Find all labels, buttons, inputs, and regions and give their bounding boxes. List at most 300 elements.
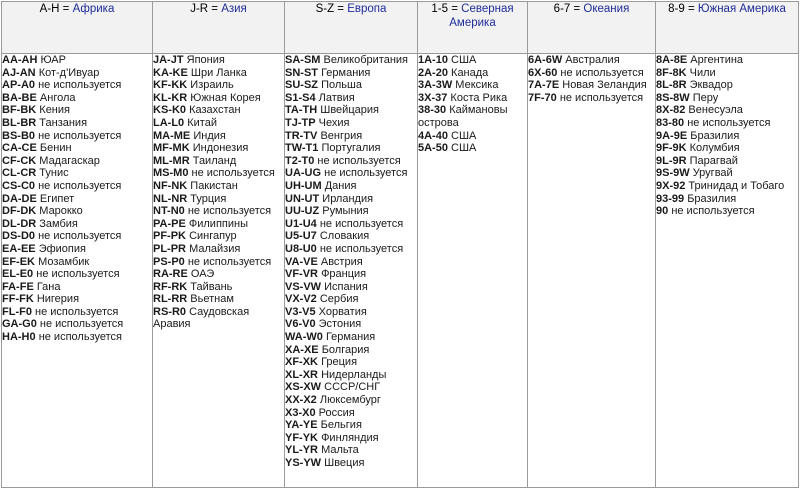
country-name: Ангола xyxy=(39,91,76,104)
code-entry xyxy=(285,104,417,117)
code-entry xyxy=(2,331,152,344)
code-entry xyxy=(2,104,152,117)
vin-region-codes-table xyxy=(1,1,799,488)
region-label: Северная Америка xyxy=(449,3,514,29)
code-range: V3-V5 xyxy=(285,305,316,318)
country-name: Индонезия xyxy=(192,142,249,155)
code-entry xyxy=(2,67,152,80)
code-entry xyxy=(153,306,284,331)
country-name: Чили xyxy=(689,66,716,79)
country-name: Эквадор xyxy=(689,79,733,92)
code-entry xyxy=(285,67,417,80)
code-range: XX-X2 xyxy=(285,394,317,407)
country-name: Шри Ланка xyxy=(190,66,247,79)
country-name: Эстония xyxy=(318,318,362,331)
code-entry xyxy=(285,256,417,269)
country-name: не используется xyxy=(38,129,122,142)
code-entry xyxy=(418,79,527,92)
country-name: Аргентина xyxy=(690,54,744,66)
country-name: не используется xyxy=(560,66,644,79)
code-range: 7A-7E xyxy=(528,79,560,92)
code-entry xyxy=(418,104,527,129)
code-range: WA-W0 xyxy=(285,331,323,344)
europe-codes-cell xyxy=(285,54,418,488)
code-entry xyxy=(2,167,152,180)
code-entry xyxy=(285,369,417,382)
code-entry xyxy=(2,256,152,269)
code-entry xyxy=(2,155,152,168)
country-name: Новая Зеландия xyxy=(562,79,647,92)
country-name: Эфиопия xyxy=(38,242,86,255)
header-row xyxy=(2,2,799,54)
code-range: BS-B0 xyxy=(2,129,36,142)
code-range: KS-K0 xyxy=(153,104,187,117)
code-range: JA-JT xyxy=(153,54,184,66)
column-header-europe: S-Z = Европа xyxy=(285,2,418,54)
code-entry xyxy=(2,180,152,193)
code-entry xyxy=(153,243,284,256)
country-name: не используется xyxy=(38,331,122,344)
country-name: Бразилия xyxy=(690,129,740,142)
country-name: Саудовская Аравия xyxy=(153,305,250,331)
code-range: CS-C0 xyxy=(2,179,36,192)
code-entry xyxy=(153,92,284,105)
country-name: Хорватия xyxy=(318,305,367,318)
code-entry xyxy=(153,79,284,92)
code-entry xyxy=(656,79,798,92)
code-entry xyxy=(153,205,284,218)
code-range: NL-NR xyxy=(153,192,188,205)
code-entry xyxy=(285,344,417,357)
code-entry xyxy=(2,243,152,256)
country-name: Германия xyxy=(325,331,376,344)
code-range: AA-AH xyxy=(2,54,38,66)
code-entry xyxy=(528,79,655,92)
code-entry xyxy=(153,281,284,294)
code-entry xyxy=(285,92,417,105)
code-entry xyxy=(656,180,798,193)
country-name: Япония xyxy=(186,54,225,66)
code-entry xyxy=(285,117,417,130)
country-name: США xyxy=(451,54,477,66)
code-entry xyxy=(2,293,152,306)
code-range: X3-X0 xyxy=(285,406,316,419)
code-entry xyxy=(2,205,152,218)
code-entry xyxy=(2,92,152,105)
code-range: KL-KR xyxy=(153,91,188,104)
code-range: VX-V2 xyxy=(285,293,317,306)
country-name: Таиланд xyxy=(192,154,237,167)
code-entry xyxy=(2,318,152,331)
code-range: CA-CE xyxy=(2,142,37,155)
country-name: Танзания xyxy=(39,116,88,129)
country-name: США xyxy=(451,129,477,142)
code-range: 9L-9R xyxy=(656,154,687,167)
code-entry xyxy=(153,230,284,243)
column-header-asia: J-R = Азия xyxy=(153,2,285,54)
code-range: VS-VW xyxy=(285,280,322,293)
code-entry xyxy=(153,67,284,80)
code-entry xyxy=(285,331,417,344)
code-range: 2A-20 xyxy=(418,66,448,79)
code-entry xyxy=(2,54,152,67)
code-entry xyxy=(153,54,284,67)
country-name: Замбия xyxy=(39,217,78,230)
code-range: TR-TV xyxy=(285,129,318,142)
code-entry xyxy=(285,230,417,243)
code-range: 5A-50 xyxy=(418,142,448,155)
code-entry xyxy=(656,167,798,180)
code-entry xyxy=(656,92,798,105)
country-name: Германия xyxy=(321,66,371,79)
code-entry xyxy=(285,79,417,92)
code-entry xyxy=(418,92,527,105)
code-entry xyxy=(153,117,284,130)
body-row xyxy=(2,54,799,488)
north-america-codes-cell xyxy=(418,54,528,488)
country-name: Казахстан xyxy=(189,104,241,117)
country-name: Турция xyxy=(190,192,227,205)
country-name: не используется xyxy=(187,205,272,218)
country-name: Бразилия xyxy=(687,192,737,205)
country-name: Мальта xyxy=(321,444,359,457)
code-range: RF-RK xyxy=(153,280,188,293)
code-range: FL-F0 xyxy=(2,305,32,318)
country-name: не используется xyxy=(324,167,408,180)
code-range: UH-UM xyxy=(285,179,322,192)
code-entry xyxy=(285,293,417,306)
country-name: Болгария xyxy=(321,343,370,356)
code-range: PL-PR xyxy=(153,242,186,255)
code-range: 8S-8W xyxy=(656,91,690,104)
code-entry xyxy=(285,381,417,394)
code-range: PF-PK xyxy=(153,230,186,243)
country-name: Румыния xyxy=(322,205,369,218)
code-range: SA-SM xyxy=(285,54,321,66)
country-name: Латвия xyxy=(318,91,355,104)
code-entry xyxy=(2,281,152,294)
code-entry xyxy=(528,92,655,105)
code-entry xyxy=(656,142,798,155)
code-range: 93-99 xyxy=(656,192,685,205)
code-range: EL-E0 xyxy=(2,268,34,281)
country-name: Финляндия xyxy=(321,431,379,444)
code-entry xyxy=(153,130,284,143)
code-range: 9A-9E xyxy=(656,129,688,142)
country-name: Нидерланды xyxy=(321,368,387,381)
code-entry xyxy=(656,67,798,80)
code-entry xyxy=(656,130,798,143)
range-label: 6-7 xyxy=(553,3,571,15)
code-range: 38-30 xyxy=(418,104,447,117)
code-range: S1-S4 xyxy=(285,91,316,104)
country-name: Марокко xyxy=(39,205,83,218)
code-entry xyxy=(656,54,798,67)
country-name: ОАЭ xyxy=(190,268,215,281)
code-range: KA-KE xyxy=(153,66,188,79)
code-entry xyxy=(285,205,417,218)
code-entry xyxy=(2,193,152,206)
country-name: не используется xyxy=(191,167,275,180)
code-range: PA-PE xyxy=(153,217,186,230)
code-entry xyxy=(153,180,284,193)
country-name: Великобритания xyxy=(323,54,408,66)
country-name: ЮАР xyxy=(40,54,66,66)
country-name: Греция xyxy=(321,356,358,369)
code-range: UU-UZ xyxy=(285,205,320,218)
country-name: Мексика xyxy=(455,79,499,92)
code-entry xyxy=(418,67,527,80)
country-name: Тунис xyxy=(39,167,69,180)
country-name: Сербия xyxy=(319,293,359,306)
code-range: 9F-9K xyxy=(656,142,687,155)
code-entry xyxy=(285,155,417,168)
code-entry xyxy=(153,293,284,306)
country-name: Ирландия xyxy=(322,192,374,205)
code-entry xyxy=(285,218,417,231)
country-name: Дания xyxy=(324,179,357,192)
column-header-north-america: 1-5 = Северная Америка xyxy=(418,2,528,54)
code-entry xyxy=(2,306,152,319)
code-entry xyxy=(418,142,527,155)
code-entry xyxy=(285,180,417,193)
code-range: KF-KK xyxy=(153,79,188,92)
code-range: TJ-TP xyxy=(285,116,316,129)
range-label: J-R xyxy=(190,3,209,15)
code-range: MS-M0 xyxy=(153,167,189,180)
code-entry xyxy=(285,243,417,256)
range-label: 8-9 xyxy=(668,3,685,15)
country-name: не используется xyxy=(671,205,755,218)
code-range: TA-TH xyxy=(285,104,318,117)
code-range: EA-EE xyxy=(2,242,36,255)
code-range: 83-80 xyxy=(656,116,685,129)
code-range: UN-UT xyxy=(285,192,320,205)
country-name: Мозамбик xyxy=(38,255,90,268)
country-name: Бенин xyxy=(39,142,72,155)
country-name: не используется xyxy=(35,305,119,318)
code-entry xyxy=(2,142,152,155)
country-name: Словакия xyxy=(319,230,370,243)
country-name: не используется xyxy=(187,255,272,268)
code-entry xyxy=(153,218,284,231)
code-range: 8F-8K xyxy=(656,66,687,79)
code-entry xyxy=(418,130,527,143)
code-range: AP-A0 xyxy=(2,79,36,92)
code-range: 1A-10 xyxy=(418,54,448,66)
country-name: Тайвань xyxy=(190,280,233,293)
region-label: Океания xyxy=(583,3,630,15)
code-entry xyxy=(2,117,152,130)
country-name: Швеция xyxy=(324,457,365,469)
country-name: не используется xyxy=(687,116,771,129)
column-header-south-america: 8-9 = Южная Америка xyxy=(656,2,799,54)
code-entry xyxy=(285,356,417,369)
code-entry xyxy=(2,268,152,281)
code-range: NT-N0 xyxy=(153,205,185,218)
code-range: HA-H0 xyxy=(2,331,36,344)
country-name: Бельгия xyxy=(320,419,362,432)
code-range: CL-CR xyxy=(2,167,37,180)
code-entry xyxy=(153,256,284,269)
country-name: не используется xyxy=(36,268,120,281)
code-range: XL-XR xyxy=(285,368,318,381)
country-name: Израиль xyxy=(190,79,234,92)
code-entry xyxy=(285,167,417,180)
code-entry xyxy=(656,205,798,218)
code-range: PS-P0 xyxy=(153,255,185,268)
code-range: VF-VR xyxy=(285,268,318,281)
code-entry xyxy=(285,394,417,407)
code-range: 8X-82 xyxy=(656,104,686,117)
code-range: BL-BR xyxy=(2,116,37,129)
code-entry xyxy=(153,268,284,281)
code-entry xyxy=(285,419,417,432)
code-entry xyxy=(528,67,655,80)
code-range: SU-SZ xyxy=(285,79,318,92)
code-range: 9S-9W xyxy=(656,167,690,180)
code-entry xyxy=(285,193,417,206)
country-name: Коста Рика xyxy=(450,91,508,104)
code-range: RS-R0 xyxy=(153,305,187,318)
country-name: не используется xyxy=(38,179,122,192)
code-entry xyxy=(285,306,417,319)
country-name: Канада xyxy=(451,66,489,79)
code-entry xyxy=(153,155,284,168)
code-range: U8-U0 xyxy=(285,242,317,255)
country-name: не используется xyxy=(559,91,644,104)
code-entry xyxy=(656,193,798,206)
code-range: 3A-3W xyxy=(418,79,453,92)
country-name: Египет xyxy=(39,192,75,205)
country-name: Люксембург xyxy=(319,394,381,407)
code-range: 6A-6W xyxy=(528,54,563,66)
code-range: MA-ME xyxy=(153,129,191,142)
code-range: BA-BE xyxy=(2,91,37,104)
code-range: YF-YK xyxy=(285,431,318,444)
country-name: Китай xyxy=(187,116,217,129)
country-name: Швейцария xyxy=(320,104,379,117)
country-name: Австралия xyxy=(565,54,620,66)
code-range: DF-DK xyxy=(2,205,37,218)
code-entry xyxy=(285,432,417,445)
code-range: XA-XE xyxy=(285,343,319,356)
country-name: США xyxy=(451,142,477,155)
code-range: RA-RE xyxy=(153,268,188,281)
code-entry xyxy=(285,268,417,281)
country-name: Тринидад и Тобаго xyxy=(688,179,785,192)
country-name: Испания xyxy=(324,280,368,293)
country-name: Португалия xyxy=(321,142,381,155)
country-name: Россия xyxy=(318,406,355,419)
code-range: FF-FK xyxy=(2,293,34,306)
code-entry xyxy=(656,104,798,117)
country-name: Южная Корея xyxy=(190,91,261,104)
code-range: YL-YR xyxy=(285,444,318,457)
code-range: RL-RR xyxy=(153,293,188,306)
africa-codes-cell xyxy=(2,54,153,488)
code-entry xyxy=(528,54,655,67)
region-label: Азия xyxy=(221,3,247,15)
code-range: 8A-8E xyxy=(656,54,688,66)
country-name: Нигерия xyxy=(36,293,80,306)
country-name: не используется xyxy=(319,217,404,230)
code-range: FA-FE xyxy=(2,280,34,293)
country-name: Уругвай xyxy=(692,167,733,180)
country-name: Каймановы острова xyxy=(418,104,508,129)
country-name: Парагвай xyxy=(689,154,738,167)
code-range: AJ-AN xyxy=(2,66,36,79)
country-name: Венгрия xyxy=(320,129,363,142)
code-entry xyxy=(285,457,417,470)
country-name: не используется xyxy=(319,242,404,255)
country-name: Чехия xyxy=(318,116,350,129)
code-entry xyxy=(656,117,798,130)
code-range: V6-V0 xyxy=(285,318,316,331)
code-range: XF-XK xyxy=(285,356,318,369)
country-name: не используется xyxy=(38,230,122,243)
country-name: не используется xyxy=(38,79,122,92)
code-entry xyxy=(153,142,284,155)
range-label: A-H xyxy=(39,3,60,15)
south-america-codes-cell xyxy=(656,54,799,488)
range-label: S-Z xyxy=(315,3,335,15)
code-entry xyxy=(418,54,527,67)
country-name: Пакистан xyxy=(190,179,238,192)
code-range: 9X-92 xyxy=(656,179,686,192)
code-range: XS-XW xyxy=(285,381,322,394)
country-name: Венесуэла xyxy=(688,104,743,117)
code-entry xyxy=(285,142,417,155)
country-name: СССР/СНГ xyxy=(324,381,381,394)
code-range: SN-ST xyxy=(285,66,318,79)
code-entry xyxy=(285,54,417,67)
code-entry xyxy=(153,193,284,206)
code-range: 4A-40 xyxy=(418,129,448,142)
code-range: YS-YW xyxy=(285,457,322,469)
code-entry xyxy=(285,281,417,294)
region-label: Африка xyxy=(72,3,115,15)
code-range: MF-MK xyxy=(153,142,190,155)
country-name: Польша xyxy=(321,79,362,92)
code-range: BF-BK xyxy=(2,104,37,117)
code-range: NF-NK xyxy=(153,179,188,192)
country-name: Австрия xyxy=(320,255,363,268)
code-range: DA-DE xyxy=(2,192,37,205)
code-entry xyxy=(285,444,417,457)
code-range: U5-U7 xyxy=(285,230,317,243)
code-range: 7F-70 xyxy=(528,91,557,104)
code-entry xyxy=(2,79,152,92)
code-range: EF-EK xyxy=(2,255,35,268)
code-range: U1-U4 xyxy=(285,217,317,230)
country-name: Франция xyxy=(321,268,367,281)
range-label: 1-5 xyxy=(431,3,449,15)
code-entry xyxy=(2,230,152,243)
region-label: Южная Америка xyxy=(697,3,786,15)
code-range: 3X-37 xyxy=(418,91,448,104)
code-range: YA-YE xyxy=(285,419,318,432)
country-name: Кот-д'Ивуар xyxy=(38,66,100,79)
code-range: 8L-8R xyxy=(656,79,687,92)
code-range: LA-L0 xyxy=(153,116,185,129)
oceania-codes-cell xyxy=(528,54,656,488)
code-range: DL-DR xyxy=(2,217,37,230)
code-range: DS-D0 xyxy=(2,230,36,243)
country-name: Перу xyxy=(692,91,719,104)
code-range: CF-CK xyxy=(2,154,37,167)
code-range: GA-G0 xyxy=(2,318,37,331)
